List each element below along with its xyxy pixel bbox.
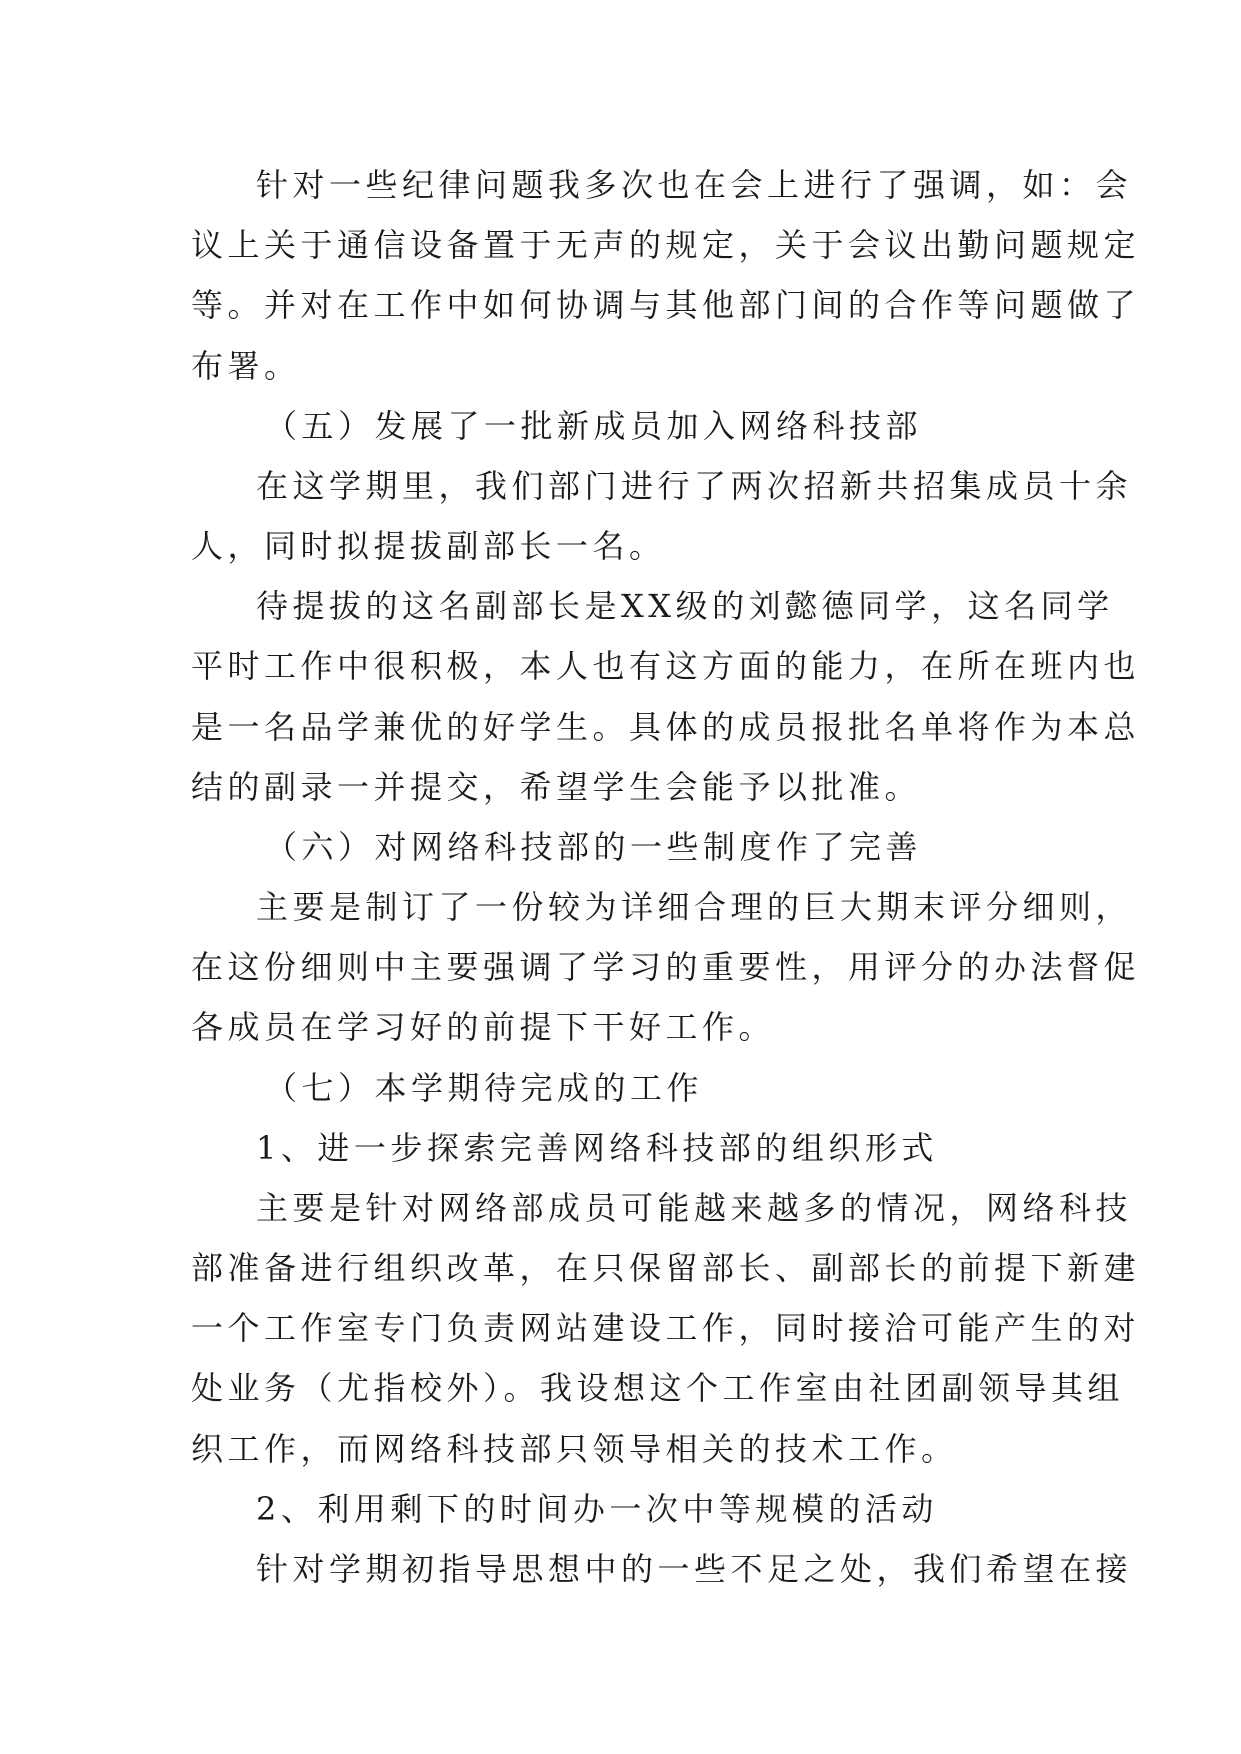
paragraph-line: 各成员在学习好的前提下干好工作。 xyxy=(191,1008,776,1046)
paragraph-line: 等。并对在工作中如何协调与其他部门间的合作等问题做了 xyxy=(191,286,1141,324)
subsection-heading: 2、利用剩下的时间办一次中等规模的活动 xyxy=(256,1490,938,1528)
paragraph-line: 织工作，而网络科技部只领导相关的技术工作。 xyxy=(191,1430,958,1468)
paragraph-line: 待提拔的这名副部长是XX级的刘懿德同学，这名同学 xyxy=(256,587,1114,625)
subsection-heading: 1、进一步探索完善网络科技部的组织形式 xyxy=(256,1129,938,1167)
section-heading: （七）本学期待完成的工作 xyxy=(265,1069,704,1107)
paragraph-line: 布署。 xyxy=(191,347,301,385)
paragraph-line: 结的副录一并提交，希望学生会能予以批准。 xyxy=(191,768,922,806)
paragraph-line: 部准备进行组织改革，在只保留部长、副部长的前提下新建 xyxy=(191,1249,1141,1287)
paragraph-line: 议上关于通信设备置于无声的规定，关于会议出勤问题规定 xyxy=(191,226,1141,264)
paragraph-line: 主要是针对网络部成员可能越来越多的情况，网络科技 xyxy=(256,1189,1133,1227)
paragraph-line: 人，同时拟提拔副部长一名。 xyxy=(191,527,666,565)
paragraph-line: 针对学期初指导思想中的一些不足之处，我们希望在接 xyxy=(256,1550,1133,1588)
paragraph-line: 主要是制订了一份较为详细合理的巨大期末评分细则， xyxy=(256,888,1133,926)
paragraph-line: 平时工作中很积极，本人也有这方面的能力，在所在班内也 xyxy=(191,647,1141,685)
paragraph-line: 是一名品学兼优的好学生。具体的成员报批名单将作为本总 xyxy=(191,708,1141,746)
paragraph-line: 在这学期里，我们部门进行了两次招新共招集成员十余 xyxy=(256,467,1133,505)
paragraph-line: 在这份细则中主要强调了学习的重要性，用评分的办法督促 xyxy=(191,948,1141,986)
paragraph-line: 处业务（尤指校外）。我设想这个工作室由社团副领导其组 xyxy=(191,1369,1125,1407)
section-heading: （五）发展了一批新成员加入网络科技部 xyxy=(265,407,923,445)
paragraph-line: 一个工作室专门负责网站建设工作，同时接洽可能产生的对 xyxy=(191,1309,1141,1347)
section-heading: （六）对网络科技部的一些制度作了完善 xyxy=(265,828,923,866)
paragraph-line: 针对一些纪律问题我多次也在会上进行了强调，如：会 xyxy=(256,166,1133,204)
